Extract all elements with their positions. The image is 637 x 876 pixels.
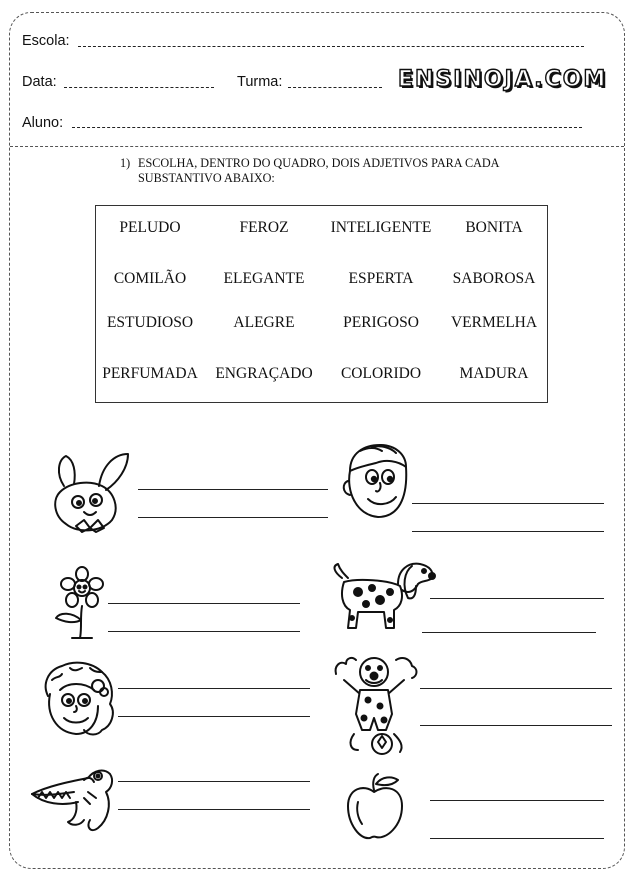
boy-face-icon (342, 441, 412, 523)
answer-line[interactable] (118, 716, 310, 717)
class-field[interactable] (288, 87, 382, 88)
adjective-word: BONITA (465, 219, 523, 236)
student-field[interactable] (72, 127, 582, 128)
adjective-word: MADURA (459, 365, 529, 382)
instruction-number: 1) (120, 156, 131, 170)
date-field[interactable] (64, 87, 214, 88)
answer-line[interactable] (430, 598, 604, 599)
answer-line[interactable] (118, 809, 310, 810)
adjective-word: SABOROSA (452, 270, 536, 287)
instruction-line-1: ESCOLHA, DENTRO DO QUADRO, DOIS ADJETIVOS PARA CADA (138, 156, 500, 170)
answer-line[interactable] (138, 489, 328, 490)
answer-line[interactable] (118, 688, 310, 689)
school-label: Escola: (22, 33, 70, 49)
adjective-word: VERMELHA (450, 314, 538, 331)
girl-face-icon (40, 660, 118, 738)
adjective-word: COLORIDO (340, 365, 422, 382)
adjective-word: ELEGANTE (223, 270, 305, 287)
adjective-word: ESTUDIOSO (106, 314, 194, 331)
adjective-word: ESPERTA (348, 270, 414, 287)
answer-line[interactable] (108, 631, 300, 632)
adjective-word: PELUDO (119, 219, 181, 236)
adjective-word: PERFUMADA (102, 365, 198, 382)
site-logo: ENSINOJA.COM (398, 67, 608, 92)
date-label: Data: (22, 74, 57, 90)
answer-line[interactable] (138, 517, 328, 518)
answer-line[interactable] (422, 632, 596, 633)
instruction (120, 156, 499, 186)
class-label: Turma: (237, 74, 283, 90)
adjective-word: COMILÃO (113, 270, 187, 287)
adjective-word: ENGRAÇADO (215, 365, 313, 382)
rabbit-icon (44, 446, 136, 536)
answer-line[interactable] (420, 688, 612, 689)
header-divider (10, 146, 624, 147)
adjective-word: ALEGRE (233, 314, 295, 331)
answer-line[interactable] (420, 725, 612, 726)
answer-line[interactable] (412, 503, 604, 504)
school-field[interactable] (78, 46, 584, 47)
worksheet-border (9, 12, 625, 869)
instruction-line-2: SUBSTANTIVO ABAIXO: (138, 171, 275, 185)
apple-icon (344, 772, 406, 842)
flower-icon (52, 566, 107, 642)
dog-icon (328, 558, 438, 636)
answer-line[interactable] (430, 838, 604, 839)
adjective-word: FEROZ (239, 219, 289, 236)
answer-line[interactable] (108, 603, 300, 604)
adjective-word: PERIGOSO (343, 314, 419, 331)
crocodile-icon (28, 764, 120, 836)
answer-line[interactable] (118, 781, 310, 782)
adjective-word: INTELIGENTE (330, 219, 432, 236)
answer-line[interactable] (430, 800, 604, 801)
student-label: Aluno: (22, 115, 64, 131)
answer-line[interactable] (412, 531, 604, 532)
clown-icon (330, 650, 420, 758)
